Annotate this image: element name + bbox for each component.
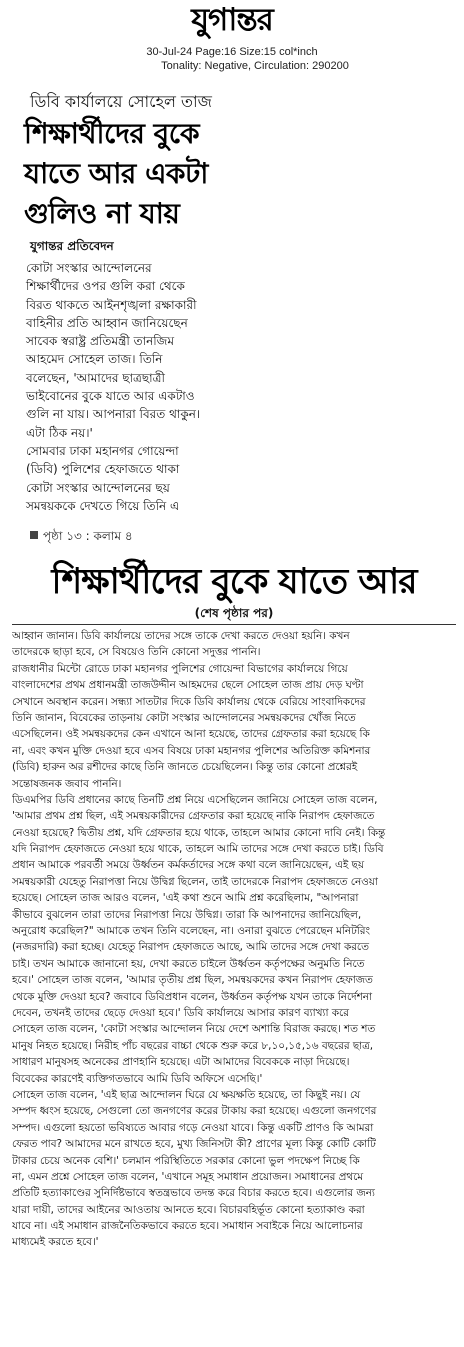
body-line: আহ্বান জানান। ডিবি কার্যালয়ে তাদের সঙ্গে তাকে দেখা করতে দেওয়া হয়নি। কখন (12, 630, 350, 642)
body-line: প্রধান আমাকে পরবর্তী সময়ে উর্ধ্বতন কর্মকর্তাদের সঙ্গে কথা বলে জানিয়েছেন, এই ছয় (12, 859, 364, 872)
article-kicker: ডিবি কার্যালয়ে সোহেল তাজ (30, 92, 212, 111)
body-line: সাবেক স্বরাষ্ট্র প্রতিমন্ত্রী তানজিম (26, 334, 175, 349)
body-line: (ডিবি) পুলিশের হেফাজতে থাকা (26, 462, 180, 477)
article-byline: যুগান্তর প্রতিবেদন (30, 239, 114, 253)
body-line: তাদেরকে ছাড়া হবে, সে বিষয়েও তিনি কোনো সদুত্তর পাননি। (12, 646, 261, 659)
body-line: গুলি না যায়। আপনারা বিরত থাকুন। (26, 407, 201, 422)
body-line: থেকে মুক্তি দেওয়া হবে? জবাবে ডিবিপ্রধান বলেন, উর্ধ্বতন কর্তৃপক্ষ যখন তাকে নির্দেশনা (12, 990, 373, 1003)
body-line: সোহেল তাজ বলেন, 'কোটা সংস্কার আন্দোলন নিয়ে দেশে অশান্তি বিরাজ করছে। শত শত (12, 1023, 376, 1036)
clipping-tonality-circulation: Tonality: Negative, Circulation: 290200 (161, 60, 349, 72)
body-line: এটা ঠিক নয়।' (26, 425, 93, 440)
body-line: সেখানে অবস্থান করেন। সন্ধ্যা সাতটার দিকে ডিবি কার্যালয় থেকে বেরিয়ে সাংবাদিকদের (12, 695, 366, 708)
body-line: যাবে না। এই সমাধান রাজনৈতিকভাবে করতে হবে। সমাধান সবাইকে নিয়ে আলোচনার (12, 1220, 363, 1233)
body-line: ফেরত পাব? আমাদের মনে রাখতে হবে, মুখ্য জিনিসটা কী? প্রাণের মূল্য কিন্তু কোটি কোটি (12, 1138, 376, 1151)
body-line: রাজধানীর মিন্টো রোডে ঢাকা মহানগর পুলিশের গোয়েন্দা বিভাগের কার্যালয়ে গিয়ে (12, 662, 348, 675)
headline-line: গুলিও না যায় (24, 197, 180, 230)
body-line: সন্তোষজনক জবাব পাননি। (12, 777, 122, 790)
body-line: টাকার চেয়ে অনেক বেশি।' চলমান পরিস্থিতিতে সরকার কোনো ভুল পদক্ষেপ নিচ্ছে কি (12, 1154, 360, 1167)
article-body (24, 259, 260, 515)
continued-on-reference (30, 528, 133, 544)
body-line: নেওয়া হয়েছে? দ্বিতীয় প্রশ্ন, যদি গ্রেফতার হয়ে থাকে, তাহলে আমার কোনো দাবি নেই। কিন্তু (12, 826, 386, 839)
body-line: হয়েছে। সোহেল তাজ আরও বলেন, 'এই কথা শুনে আমি প্রশ্ন করেছিলাম, "আপনারা (12, 892, 359, 905)
body-line: আহমেদ সোহেল তাজ। তিনি (26, 352, 163, 367)
body-line: চাই। তখন আমাকে জানানো হয়, দেখা করতে চাইলে উর্ধ্বতন কর্তৃপক্ষের অনুমতি নিতে (12, 957, 365, 970)
body-line: মানুষ নিহত হয়েছে। নিরীহ পাঁচ বছরের বাচ্চা থেকে শুরু করে ৮,১০,১৫,১৬ বছরের ছাত্র, (12, 1039, 374, 1052)
body-line: (নজরদারি) করা হচ্ছে। যেহেতু নিরাপদ হেফাজতে আছে, আমি তাদের সঙ্গে দেখা করতে (12, 941, 369, 954)
article-headline (24, 114, 260, 234)
body-line: বাহিনীর প্রতি আহ্বান জানিয়েছেন (26, 315, 188, 330)
body-line: ডিএমপির ডিবি প্রধানের কাছে তিনটি প্রশ্ন নিয়ে এসেছিলেন জানিয়ে সোহেল তাজ বলেন, (12, 793, 378, 806)
body-line: (ডিবি) হারুন অর রশীদের কাছে তিনি জানতে চেয়েছিলেন। কিন্তু তার কোনো প্রশ্নেরই (12, 761, 358, 774)
continued-on-text: পৃষ্ঠা ১৩ : কলাম ৪ (43, 529, 133, 543)
body-line: যারা দায়ী, তাদের আইনের আওতায় আনতে হবে। বিচারবহির্ভূত কোনো হত্যাকাণ্ড করা (12, 1203, 365, 1216)
body-line: তিনি জানান, বিবেকের তাড়নায় কোটা সংস্কার আন্দোলনের সমন্বয়কদের খোঁজ নিতে (12, 711, 356, 724)
body-line: সমন্বয়কারী যেহেতু নিরাপত্তা নিয়ে উদ্বিগ্ন ছিলেন, তাই তাদেরকে নিরাপদ হেফাজতে নেওয়া (12, 875, 378, 888)
body-line: না, এমন প্রশ্নে সোহেল তাজ বলেন, 'এখানে সমূহ সমাধান প্রয়োজন। সমাধানের প্রথমে (12, 1170, 364, 1183)
body-line: বিরত থাকতে আইনশৃঙ্খলা রক্ষাকারী (26, 297, 197, 312)
continuation-headline: শিক্ষার্থীদের বুকে যাতে আর (51, 562, 417, 602)
body-line: হবে।' সোহেল তাজ বলেন, 'আমার তৃতীয় প্রশ্ন ছিল, সমন্বয়কদের কখন নিরাপদ হেফাজত (12, 974, 373, 987)
body-line: কোটা সংস্কার আন্দোলনের ছয় (26, 480, 170, 495)
body-line: মাধ্যমেই করতে হবে।' (12, 1236, 99, 1249)
body-line: সম্পদ ধ্বংস হয়েছে, সেগুলো তো জনগণের করের টাকায় করা হয়েছে। এগুলো জনগণের (12, 1105, 377, 1118)
body-line: ভাইবোনের বুকে যাতে আর একটাও (26, 389, 195, 404)
body-line: যদি নিরাপদ হেফাজতে নেওয়া হয়ে থাকে, তাহলে আমি তাদের সঙ্গে দেখা করতে চাই। ডিবি (12, 843, 384, 856)
front-page-clipping (24, 92, 260, 544)
body-line: শিক্ষার্থীদের ওপর গুলি করা থেকে (26, 279, 185, 294)
continued-from-note: (শেষ পৃষ্ঠার পর) (194, 606, 274, 620)
body-line: প্রতিটি হত্যাকাণ্ডের সুনির্দিষ্টভাবে স্বতন্ত্রভাবে তদন্ত করে বিচার করতে হবে। এগুলোর জন্য (12, 1187, 375, 1200)
headline-line: যাতে আর একটা (24, 157, 208, 190)
body-line: কোটা সংস্কার আন্দোলনের (26, 261, 152, 275)
clipping-metadata (0, 45, 464, 73)
body-line: সম্পদ। এগুলো হয়তো ভবিষ্যতে আবার গড়ে নেওয়া যাবে। কিন্তু একটি প্রাণও কি আমরা (12, 1121, 374, 1134)
newspaper-masthead (0, 0, 464, 40)
body-line: 'আমার প্রথম প্রশ্ন ছিল, এই সমন্বয়কারীদের গ্রেফতার করা হয়েছে নাকি নিরাপদ হেফাজতে (12, 810, 375, 823)
continuation-body (12, 628, 456, 1251)
body-line: এসেছিলেন। ওই সমন্বয়কদের কেন এখানে আনা হয়েছে, তাদের গ্রেফতার করা হয়েছে কি (12, 728, 370, 741)
body-line: অনুরোধ করেছিল?" আমাকে তখন তিনি বলেছেন, না। ওনারা বুঝতে পেরেছেন মনিটরিং (12, 925, 370, 938)
body-line: সাধারণ মানুষসহ অনেকের প্রাণহানি হয়েছে। এটা আমাদের বিবেককে নাড়া দিয়েছে। (12, 1056, 350, 1069)
body-line: না, এবং কখন মুক্তি দেওয়া হবে এসব বিষয়ে ঢাকা মহানগর পুলিশের অতিরিক্ত কমিশনার (12, 744, 371, 757)
body-line: বিবেকের কারণেই ব্যক্তিগতভাবে আমি ডিবি অফিসে এসেছি।' (12, 1072, 263, 1085)
headline-line: শিক্ষার্থীদের বুকে (24, 117, 200, 150)
body-line: বাংলাদেশের প্রথম প্রধানমন্ত্রী তাজউদ্দীন আহমদের ছেলে সোহেল তাজ প্রায় দেড় ঘণ্টা (12, 679, 364, 692)
body-line: সোমবার ঢাকা মহানগর গোয়েন্দা (26, 443, 179, 458)
body-line: সমন্বয়ককে দেখতে গিয়ে তিনি এ (26, 498, 180, 513)
clipping-date-page-size: 30-Jul-24 Page:16 Size:15 col*inch (146, 46, 318, 58)
body-line: সোহেল তাজ বলেন, 'এই ছাত্র আন্দোলন ঘিরে যে ক্ষয়ক্ষতি হয়েছে, তা কিছুই নয়। যে (12, 1088, 361, 1101)
body-line: কীভাবে বুঝলেন তারা তাদের নিরাপত্তা নিয়ে উদ্বিগ্ন। তারা কি আপনাদের জানিয়েছিল, (12, 908, 362, 921)
body-line: দেবেন, তখনই তাদের ছেড়ে দেওয়া হবে।' ডিবি কার্যালয়ে আসার কারণ ব্যাখ্যা করে (12, 1006, 349, 1019)
square-bullet-icon (30, 531, 38, 539)
continuation-clipping (12, 560, 456, 1347)
body-line: বলেছেন, 'আমাদের ছাত্রছাত্রী (26, 370, 165, 385)
divider (12, 624, 456, 625)
newspaper-logo: যুগান্তর (191, 2, 273, 38)
